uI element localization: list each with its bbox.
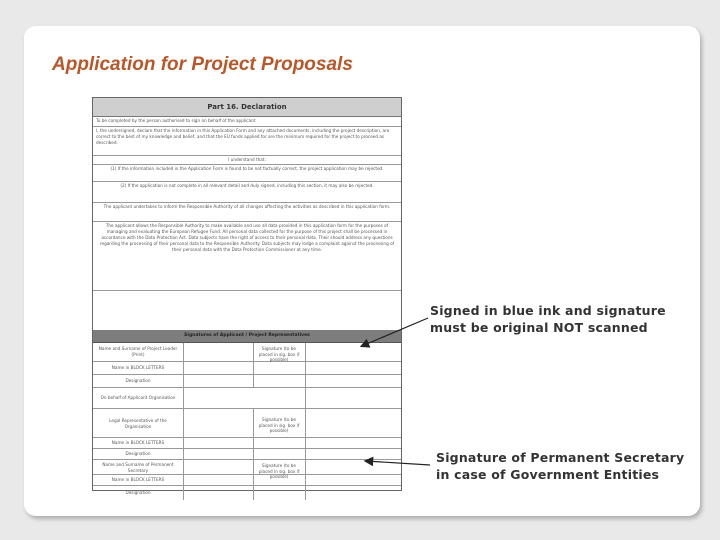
table-cell-left: Name and Surname of Permanent Secretary	[102, 462, 174, 473]
table-cell-left: Designation	[125, 490, 151, 495]
table-cell-left: Legal Representative of the Organisation	[109, 418, 167, 429]
table-cell-mid: Signature (to be placed in sig. box if possible)	[258, 346, 300, 362]
form-intro-row: I, the undersigned, declare that the information in this Application Form and any attached documents, including the project description, are correct to the best of my knowledge and belief, and that the EU funds applied for are the minimum required for the project to proceed as described.	[93, 127, 401, 156]
table-cell-mid: Signature (to be placed in sig. box if possible)	[258, 463, 300, 479]
table-cell-left: Name and Surname of Project Leader (Print)	[98, 346, 178, 357]
table-cell-left: Name in BLOCK LETTERS	[111, 477, 165, 482]
form-inform-row: The applicant undertakes to inform the Responsible Authority of all changes affecting the activities as described in this application form.	[93, 203, 401, 222]
form-understand-row: I understand that:	[93, 156, 401, 165]
table-cell-left: Designation	[125, 378, 151, 383]
signature-band: Signatures of Applicant / Project Representatives	[93, 330, 401, 343]
table-cell-left: On behalf of Applicant Organisation	[100, 395, 176, 400]
callout-permanent-secretary: Signature of Permanent Secretary in case of Government Entities	[436, 450, 685, 482]
table-cell-left: Name in BLOCK LETTERS	[111, 440, 165, 445]
arrow-to-signature-box	[362, 318, 428, 346]
table-cell-mid: Signature (to be placed in sig. box if possible)	[258, 417, 300, 433]
table-cell-left: Name in BLOCK LETTERS	[111, 365, 165, 370]
arrow-to-perm-sec-signature	[366, 461, 430, 465]
slide-title: Application for Project Proposals	[52, 54, 353, 75]
form-instruction-row: To be completed by the person authorised to sign on behalf of the applicant	[93, 117, 401, 127]
form-point1-row: (1) If the information included in the Application Form is found to be not factually correct, the project application may be rejected.	[93, 165, 401, 182]
form-point2-row: (2) If the application is not complete in all relevant detail and duly signed, including this section, it may also be rejected.	[93, 182, 401, 203]
form-consent-row: The applicant allows the Responsible Authority to make available and use all data provided in this application form for the purposes of managing and evaluating the European Refugee Fund. All personal data collected for the purpose of this project shall be processed in accordance with the Data Protection Act. Data subjects have the right of access to their personal data. Their should address any questions regarding the processing of their personal data to the Responsible Authority. Data subjects may lodge a complaint against the processing of their personal data with the Data Protection Commissioner at any time.	[93, 222, 401, 291]
table-cell-left: Designation	[125, 451, 151, 456]
form-header: Part 16. Declaration	[93, 98, 401, 117]
callout-blue-ink: Signed in blue ink and signature must be original NOT scanned	[430, 303, 666, 335]
